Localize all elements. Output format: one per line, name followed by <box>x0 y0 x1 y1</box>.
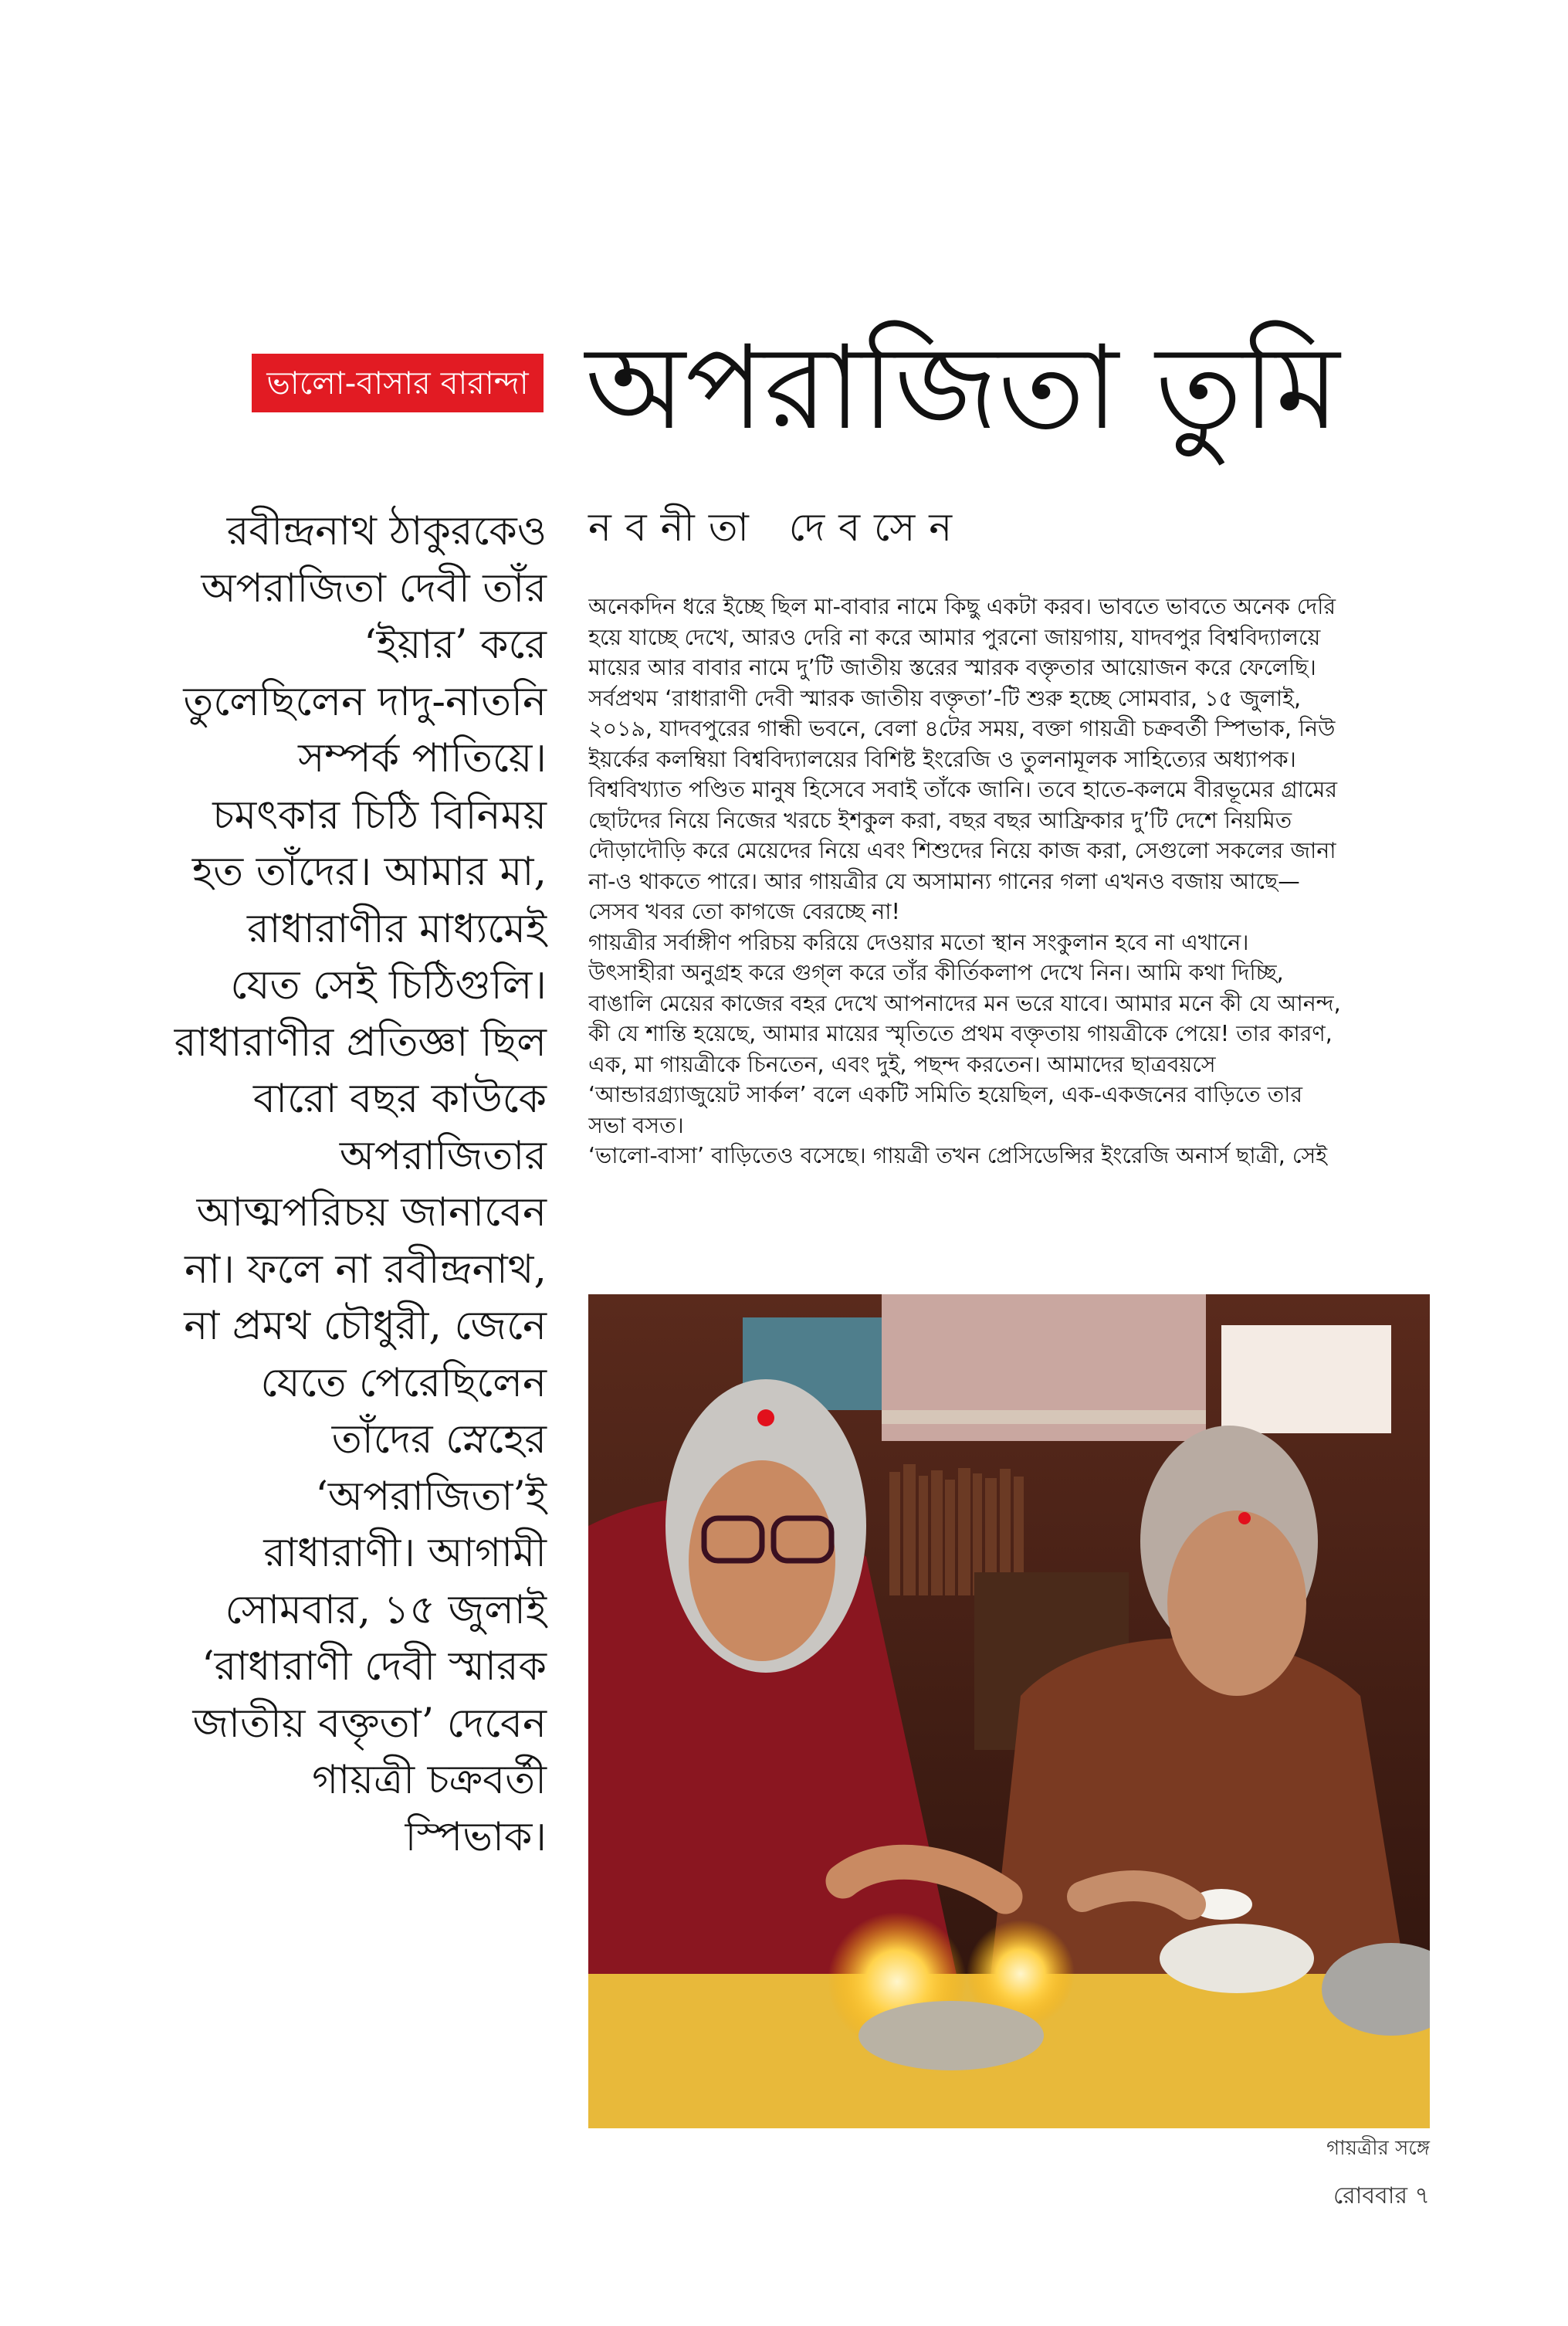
body-line: হয়ে যাচ্ছে দেখে, আরও দেরি না করে আমার পুরনো জায়গায়, যাদবপুর বিশ্ববিদ্যালয়ে <box>588 624 1321 650</box>
body-line: ইয়র্কের কলম্বিয়া বিশ্ববিদ্যালয়ের বিশিষ্ট ইংরেজি ও তুলনামূলক সাহিত্যের অধ্যাপক। <box>588 746 1296 772</box>
pull-quote-line: যেত সেই চিঠিগুলি। <box>230 962 547 1009</box>
pull-quote-line: বারো বছর কাউকে <box>253 1076 547 1122</box>
pull-quote-line: গায়ত্রী চক্রবর্তী <box>312 1757 547 1803</box>
pull-quote-line: যেতে পেরেছিলেন <box>260 1359 547 1406</box>
article-photo <box>588 1294 1430 2128</box>
pull-quote-line: রাধারাণী। আগামী <box>263 1530 547 1576</box>
body-line: ‘আন্ডারগ্র্যাজুয়েট সার্কল’ বলে একটি সমিতি হয়েছিল, এক-একজনের বাড়িতে তার <box>588 1082 1303 1107</box>
page-folio: রোববার ৭ <box>1333 2182 1430 2209</box>
body-line: উৎসাহীরা অনুগ্রহ করে গুগ্‌ল করে তাঁর কীর্তিকলাপ দেখে নিন। আমি কথা দিচ্ছি, <box>588 960 1284 985</box>
pull-quote-line: চমৎকার চিঠি বিনিময় <box>212 792 547 839</box>
pull-quote-line: ‘রাধারাণী দেবী স্মারক <box>202 1643 547 1690</box>
pull-quote-line: তাঁদের স্নেহের <box>331 1416 547 1463</box>
article-body <box>588 592 1430 1171</box>
headline: অপরাজিতা তুমি <box>585 321 1340 456</box>
body-line: সেসব খবর তো কাগজে বেরচ্ছে না! <box>588 899 900 924</box>
pull-quote-line: না প্রমথ চৌধুরী, জেনে <box>184 1303 547 1349</box>
pull-quote-line: স্পিভাক। <box>405 1813 547 1860</box>
body-line: ২০১৯, যাদবপুরের গান্ধী ভবনে, বেলা ৪টের সময়, বক্তা গায়ত্রী চক্রবর্তী স্পিভাক, নিউ <box>588 716 1336 741</box>
body-line: এক, মা গায়ত্রীকে চিনতেন, এবং দুই, পছন্দ করতেন। আমাদের ছাত্রবয়সে <box>588 1051 1216 1077</box>
body-line: বাঙালি মেয়ের কাজের বহর দেখে আপনাদের মন ভরে যাবে। আমার মনে কী যে আনন্দ, <box>588 990 1341 1016</box>
body-line: কী যে শান্তি হয়েছে, আমার মায়ের স্মৃতিতে প্রথম বক্তৃতায় গায়ত্রীকে পেয়ে! তার কারণ, <box>588 1021 1333 1046</box>
pull-quote-line: সম্পর্ক পাতিয়ে। <box>298 735 547 782</box>
body-line: ছোটদের নিয়ে নিজের খরচে ইশকুল করা, বছর বছর আফ্রিকার দু’টি দেশে নিয়মিত <box>588 807 1292 833</box>
body-line: ‘ভালো-বাসা’ বাড়িতেও বসেছে। গায়ত্রী তখন প্রেসিডেন্সির ইংরেজি অনার্স ছাত্রী, সেই <box>588 1143 1328 1168</box>
pull-quote-line: অপরাজিতার <box>339 1132 547 1179</box>
pull-quote-line: ‘অপরাজিতা’ই <box>315 1473 547 1520</box>
pull-quote <box>145 504 547 1866</box>
body-line: না-ও থাকতে পারে। আর গায়ত্রীর যে অসামান্য গানের গলা এখনও বজায় আছে— <box>588 868 1300 894</box>
body-line: সভা বসত। <box>588 1112 684 1138</box>
body-line: গায়ত্রীর সর্বাঙ্গীণ পরিচয় করিয়ে দেওয়ার মতো স্থান সংকুলান হবে না এখানে। <box>588 929 1249 955</box>
pull-quote-line: হত তাঁদের। আমার মা, <box>191 849 547 895</box>
body-line: দৌড়াদৌড়ি করে মেয়েদের নিয়ে এবং শিশুদের নিয়ে কাজ করা, সেগুলো সকলের জানা <box>588 838 1336 863</box>
pull-quote-line: রাধারাণীর প্রতিজ্ঞা ছিল <box>174 1019 547 1066</box>
body-line: বিশ্ববিখ্যাত পণ্ডিত মানুষ হিসেবে সবাই তাঁকে জানি। তবে হাতে-কলমে বীরভূমের গ্রামের <box>588 777 1337 802</box>
pull-quote-line: না। ফলে না রবীন্দ্রনাথ, <box>185 1246 547 1293</box>
body-line: মায়ের আর বাবার নামে দু’টি জাতীয় স্তরের স্মারক বক্তৃতার আয়োজন করে ফেলেছি। <box>588 655 1316 680</box>
pull-quote-line: জাতীয় বক্তৃতা’ দেবেন <box>192 1700 547 1747</box>
byline: নবনীতা দেবসেন <box>588 505 967 550</box>
pull-quote-line: রবীন্দ্রনাথ ঠাকুরকেও <box>226 508 547 554</box>
section-tag: ভালো-বাসার বারান্দা <box>252 354 544 412</box>
pull-quote-line: রাধারাণীর মাধ্যমেই <box>246 905 547 952</box>
body-line: সর্বপ্রথম ‘রাধারাণী দেবী স্মারক জাতীয় বক্তৃতা’-টি শুরু হচ্ছে সোমবার, ১৫ জুলাই, <box>588 685 1301 711</box>
pull-quote-line: অপরাজিতা দেবী তাঁর <box>201 565 547 612</box>
photo-caption: গায়ত্রীর সঙ্গে <box>1326 2137 1430 2160</box>
pull-quote-line: সোমবার, ১৫ জুলাই <box>225 1586 547 1633</box>
body-line: অনেকদিন ধরে ইচ্ছে ছিল মা-বাবার নামে কিছু একটা করব। ভাবতে ভাবতে অনেক দেরি <box>588 594 1336 619</box>
pull-quote-line: তুলেছিলেন দাদু-নাতনি <box>183 678 547 725</box>
pull-quote-line: আত্মপরিচয় জানাবেন <box>196 1189 547 1236</box>
pull-quote-line: ‘ইয়ার’ করে <box>364 622 547 668</box>
